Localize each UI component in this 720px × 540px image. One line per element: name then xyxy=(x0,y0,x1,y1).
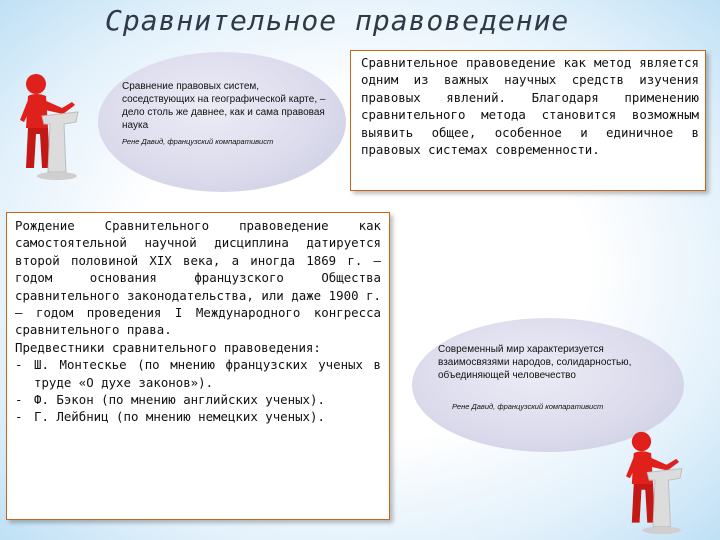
method-description-text: Сравнительное правоведение как метод является одним из важных научных средств изучения правовых явлений. Благодаря применению сравнительного метода становится возможным выявить общее, особенное и единичное в правовых системах современности. xyxy=(361,55,699,158)
list-item-text: Ф. Бэкон (по мнению английских ученых). xyxy=(34,392,325,408)
quote-text: Сравнение правовых систем, соседствующих на географической карте, – дело столь же давнее, как и сама правовая наука xyxy=(122,81,326,131)
list-item xyxy=(15,391,381,408)
slide-title: Сравнительное правоведение xyxy=(105,4,570,37)
history-box xyxy=(6,212,390,520)
method-description-box xyxy=(350,50,706,191)
list-marker: - xyxy=(15,392,23,408)
predecessors-list xyxy=(15,356,381,426)
red-speaker-at-lectern-icon xyxy=(620,430,688,538)
predecessors-heading: Предвестники сравнительного правоведения: xyxy=(15,339,321,355)
list-item-text: Ш. Монтескье (по мнению французских ученых в труде «О духе законов»). xyxy=(34,357,381,390)
quote-text: Современный мир характеризуется взаимосвязями народов, солидарностью, объединяющей человечество xyxy=(438,344,632,381)
history-paragraph: Рождение Сравнительного правоведение как самостоятельной научной дисциплина датируется второй половиной XIX века, а иногда 1869 г. – годом основания французского Общества сравнительного законодательства, или даже 1900 г. – годом проведения I Международного конгресса сравнительного права. xyxy=(15,218,381,338)
list-marker: - xyxy=(15,357,23,373)
quote-author: Рене Давид, французский компаративист xyxy=(452,402,604,411)
quote-author: Рене Давид, французский компаративист xyxy=(122,137,274,146)
list-item xyxy=(15,408,381,425)
list-item-text: Г. Лейбниц (по мнению немецких ученых). xyxy=(34,409,325,425)
list-item xyxy=(15,356,381,391)
list-marker: - xyxy=(15,409,23,425)
red-speaker-at-lectern-icon xyxy=(14,72,84,184)
